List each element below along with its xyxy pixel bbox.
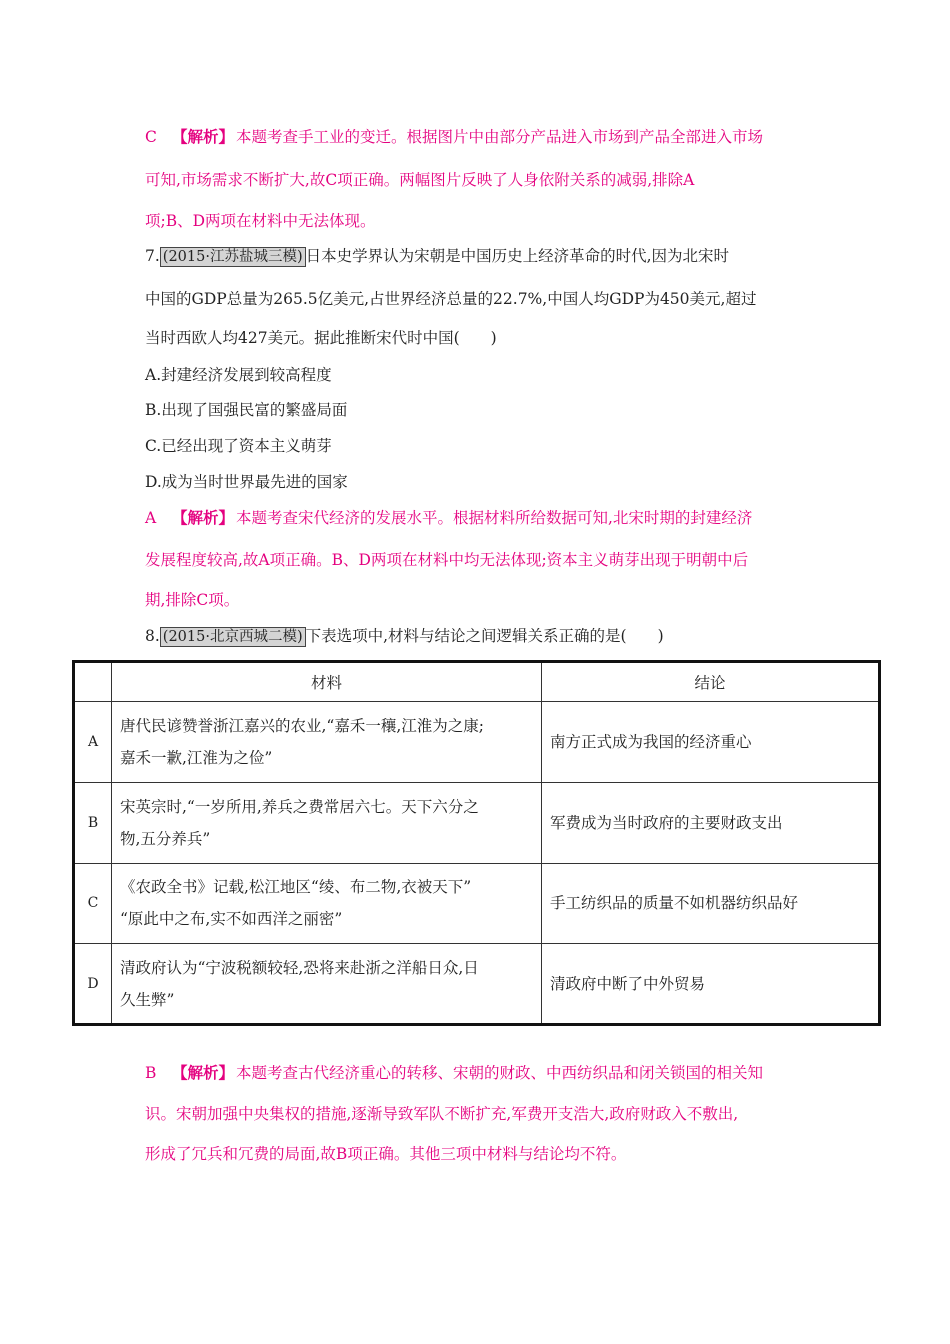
q7-option-d: D.成为当时世界最先进的国家	[145, 473, 348, 491]
q8-stem	[145, 626, 664, 647]
q8-number: 8.	[145, 627, 160, 645]
q7-number: 7.	[145, 247, 160, 265]
row-conclusion: 南方正式成为我国的经济重心	[542, 702, 880, 783]
row-material	[112, 863, 542, 944]
q6-answer-letter: C	[145, 128, 157, 146]
table-row	[74, 782, 880, 863]
q8-analysis-tag: 【解析】	[171, 1063, 234, 1082]
row-letter: D	[74, 944, 112, 1025]
q7-source-tag: (2015·江苏盐城三模)	[160, 247, 306, 267]
q8-answer-line-3: 形成了冗兵和冗费的局面,故B项正确。其他三项中材料与结论均不符。	[145, 1145, 627, 1163]
material-line: 清政府认为“宁波税额较轻,恐将来赴浙之洋船日众,日	[120, 958, 479, 977]
row-material	[112, 702, 542, 783]
q8-answer-line-1	[145, 1063, 763, 1083]
material-line: 宋英宗时,“一岁所用,养兵之费常居六七。天下六分之	[120, 797, 479, 816]
q7-answer-line-1	[145, 508, 752, 528]
q8-table	[72, 660, 881, 1026]
table-row	[74, 863, 880, 944]
q7-analysis-tag: 【解析】	[171, 508, 234, 527]
table-row	[74, 944, 880, 1025]
table-header-conclusion: 结论	[542, 662, 880, 702]
row-letter: A	[74, 702, 112, 783]
q8-answer-text-1: 本题考查古代经济重心的转移、宋朝的财政、中西纺织品和闭关锁国的相关知	[235, 1064, 763, 1082]
material-line: 《农政全书》记载,松江地区“绫、布二物,衣被天下”	[120, 878, 472, 897]
q7-answer-line-3: 期,排除C项。	[145, 591, 240, 609]
q7-stem-text-1: 日本史学界认为宋朝是中国历史上经济革命的时代,因为北宋时	[305, 247, 730, 265]
row-letter: C	[74, 863, 112, 944]
q7-option-a: A.封建经济发展到较高程度	[145, 366, 332, 384]
q7-stem-line-1	[145, 246, 729, 267]
row-letter: B	[74, 782, 112, 863]
material-line: 嘉禾一歉,江淮为之俭”	[120, 749, 273, 768]
q8-answer-line-2: 识。宋朝加强中央集权的措施,逐渐导致军队不断扩充,军费开支浩大,政府财政入不敷出,	[145, 1105, 739, 1123]
material-line: 物,五分养兵”	[120, 829, 211, 848]
q7-stem-line-2: 中国的GDP总量为265.5亿美元,占世界经济总量的22.7%,中国人均GDP为450美元,超过	[145, 290, 757, 308]
q6-answer-line-3: 项;B、D两项在材料中无法体现。	[145, 212, 376, 230]
table-header-row	[74, 662, 880, 702]
q8-stem-text: 下表选项中,材料与结论之间逻辑关系正确的是( )	[305, 627, 664, 645]
material-line: “原此中之布,实不如西洋之丽密”	[120, 910, 343, 929]
row-material	[112, 782, 542, 863]
q8-source-tag: (2015·北京西城二模)	[160, 627, 306, 647]
row-material	[112, 944, 542, 1025]
q7-option-b: B.出现了国强民富的繁盛局面	[145, 401, 348, 419]
row-conclusion: 清政府中断了中外贸易	[542, 944, 880, 1025]
q8-answer-letter: B	[145, 1064, 157, 1082]
table-header-blank	[74, 662, 112, 702]
q7-answer-letter: A	[145, 509, 157, 527]
row-conclusion: 军费成为当时政府的主要财政支出	[542, 782, 880, 863]
table-row	[74, 702, 880, 783]
q7-stem-line-3: 当时西欧人均427美元。据此推断宋代时中国( )	[145, 329, 497, 347]
table-header-material: 材料	[112, 662, 542, 702]
q7-option-c: C.已经出现了资本主义萌芽	[145, 437, 332, 455]
material-line: 久生弊”	[120, 990, 175, 1009]
q6-analysis-tag: 【解析】	[171, 127, 234, 146]
q6-answer-line-1	[145, 127, 763, 147]
material-line: 唐代民谚赞誉浙江嘉兴的农业,“嘉禾一穰,江淮为之康;	[120, 717, 485, 736]
row-conclusion: 手工纺织品的质量不如机器纺织品好	[542, 863, 880, 944]
q7-answer-line-2: 发展程度较高,故A项正确。B、D两项在材料中均无法体现;资本主义萌芽出现于明朝中后	[145, 551, 749, 569]
q7-answer-text-1: 本题考查宋代经济的发展水平。根据材料所给数据可知,北宋时期的封建经济	[235, 509, 753, 527]
q6-answer-line-2: 可知,市场需求不断扩大,故C项正确。两幅图片反映了人身依附关系的减弱,排除A	[145, 171, 695, 189]
q6-answer-text-1: 本题考查手工业的变迁。根据图片中由部分产品进入市场到产品全部进入市场	[235, 128, 763, 146]
